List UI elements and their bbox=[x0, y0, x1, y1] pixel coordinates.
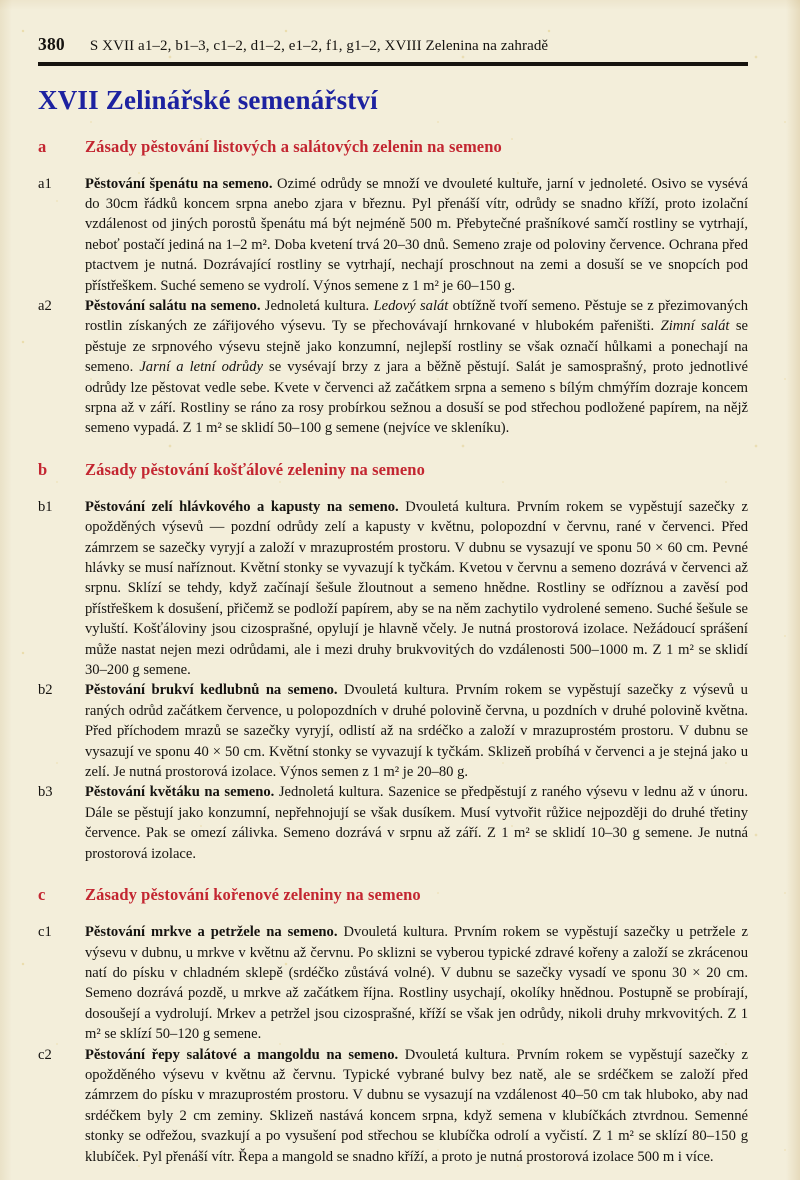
section-c bbox=[38, 885, 748, 1167]
paragraph-segment: Jarní a letní odrůdy bbox=[139, 359, 263, 376]
paragraph-segment: Pěstování špenátu na semeno. bbox=[85, 175, 278, 192]
paragraph-text bbox=[85, 922, 748, 1044]
paragraph-row-c1 bbox=[38, 922, 748, 1044]
paragraph-segment: Pěstování květáku na semeno. bbox=[85, 784, 279, 801]
section-letter: b bbox=[38, 459, 48, 479]
paragraph-label: a2 bbox=[38, 297, 52, 314]
running-header bbox=[38, 34, 748, 55]
running-header-text: S XVII a1–2, b1–3, c1–2, d1–2, e1–2, f1, g1–2, XVIII Zelenina na zahradě bbox=[89, 38, 549, 54]
paragraph-text bbox=[85, 296, 748, 439]
paragraph-row-c2 bbox=[38, 1045, 748, 1167]
paragraph-segment: Zimní salát bbox=[660, 318, 730, 335]
paragraph-segment: se vysévají brzy z jara a běžně pěstují. Salát je samosprašný, proto jednotlivé odrůdy lze pěstovat vedle sebe. Kvete v červenci až začátkem srpna a semeno s bílým chmýřím dozraje koncem srpna až v září. Rostliny se ráno za rosy probírkou sežnou a dosuší se pod střechou podložené papírem, na nějž semeno vypadá. Z 1 m² se sklidí 50–100 g semene (nejvíce ve skleníku). bbox=[85, 359, 748, 437]
paragraph-text bbox=[85, 174, 748, 296]
paragraph-label: b2 bbox=[38, 682, 53, 699]
paragraph-segment: Dvouletá kultura. Prvním rokem se vypěstují sazečky z opožděných výsevů — pozdní odrůdy zelí a kapusty v květnu, polopozdní v červnu, rané v červenci. Před zámrzem se sazečky vyryjí a založí v mrazuprostém prostoru. V dubnu se vysazují ve sponu 50 × 60 cm. Pevné hlávky se musí naříznout. Květní stonky se vyvazují k tyčkám. Kvetou v červnu a semeno dozrává v červenci až srpnu. Sklízí se tehdy, když začínají šešule žloutnout a semeno hnědne. Rostliny se odříznou a zavěsí pod přístřeškem k dosušení, přičemž se podloží papírem, aby se na něm zachytilo vydrolené semeno. Suché šešule se vyluští. Košťáloviny jsou cizosprašné, opylují je hlavně včely. Je nutná prostorová izolace. Nežádoucí sprášení může nastat nejen mezi odrůdami, ale i mezi druhy brukvovitých do vzdálenosti 500–1000 m. Z 1 m² se sklidí 30–200 g semene. bbox=[85, 498, 748, 679]
page-number: 380 bbox=[38, 34, 65, 54]
section-heading: Zásady pěstování košťálové zeleniny na semeno bbox=[85, 459, 425, 479]
paragraph-text bbox=[85, 497, 748, 681]
paragraph-segment: Ozimé odrůdy se množí ve dvouleté kultuře, jarní v jednoleté. Osivo se vysévá do 30cm řádků koncem srpna anebo zjara v březnu. Pyl přenáší vítr, odrůdy se snadno kříží, proto izolační vzdálenost od jiných porostů špenátu má být nejméně 500 m. Přebytečné prašníkové samčí rostliny se vytrhají, neboť postačí jediná na 1–2 m². Doba kvetení trvá 20–30 dnů. Semeno zraje od poloviny července. Ochrana před ptactvem je nutná. Dozrávající rostliny se vytrhají, nechají proschnout na zemi a dosuší se ve snopcích pod přístřeškem. Suché semeno se vydrolí. Výnos semene z 1 m² je 60–150 g. bbox=[85, 175, 748, 294]
paragraph-segment: Pěstování mrkve a petržele na semeno. bbox=[85, 924, 344, 941]
paragraph-segment: Pěstování zelí hlávkového a kapusty na semeno. bbox=[85, 498, 406, 515]
paragraph-segment: Jednoletá kultura. Sazenice se předpěstují z raného výsevu v lednu až v únoru. Dále se pěstují jako konzumní, nepřehnojují se však dusíkem. Musí vytvořit růžice nejpozději do druhé třetiny července. Pak se omezí zálivka. Semeno dozrává v srpnu až září. Z 1 m² se sklidí 10–30 g semene. Je nutná prostorová izolace. bbox=[85, 784, 748, 862]
paragraph-text bbox=[85, 680, 748, 782]
section-heading-row bbox=[38, 885, 748, 905]
paragraph-label: c1 bbox=[38, 924, 52, 941]
header-rule bbox=[38, 62, 748, 66]
paragraph-row-b2 bbox=[38, 680, 748, 782]
paragraph-label: b1 bbox=[38, 498, 53, 515]
section-heading: Zásady pěstování listových a salátových zelenin na semeno bbox=[85, 136, 502, 156]
paragraph-label: a1 bbox=[38, 175, 52, 192]
section-heading-row bbox=[38, 137, 748, 157]
paragraph-row-b3 bbox=[38, 782, 748, 864]
section-letter: c bbox=[38, 885, 46, 905]
paragraph-segment: obtížně tvoří semeno. Pěstuje se z přezimovaných rostlin získaných ze zářijového výsevu. Ty se přechovávají hrnkované v hlubokém pařeništi. bbox=[85, 297, 748, 335]
paragraph-segment: Dvouletá kultura. Prvním rokem se vypěstují sazečky z opožděného výsevu v květnu až červnu. Typické vybrané bulvy bez natě, ale se srdéčkem se založí před zámrzem do písku v mrazuprostém prostoru. V dubnu se vysazují na vzdálenost 40–50 cm tak hluboko, aby nad srdéčkem byly 2 cm zeminy. Sklizeň nastává koncem srpna, když semena v klubíčkách ztvrdnou. Semenné stonky se odřežou, svazkují a po vysušení pod střechou se klubíčka odrolí a vyčistí. Z 1 m² se sklízí 80–150 g klubíček. Pyl přenáší vítr. Řepa a mangold se snadno kříží, a proto je nutná prostorová izolace 500 m i více. bbox=[85, 1046, 748, 1165]
paragraph-segment: Pěstování salátu na semeno. bbox=[85, 297, 265, 314]
section-heading: Zásady pěstování kořenové zeleniny na semeno bbox=[85, 885, 421, 905]
paragraph-segment: se pěstuje ze srpnového výsevu stejně jako konzumní, nejlepší rostliny se však označí hůlkami a ponechají na semeno. bbox=[85, 318, 748, 376]
paragraph-segment: Pěstování řepy salátové a mangoldu na semeno. bbox=[85, 1046, 405, 1063]
paragraph-label: c2 bbox=[38, 1046, 52, 1063]
paragraph-text bbox=[85, 782, 748, 864]
section-a bbox=[38, 137, 748, 439]
paragraph-segment: Dvouletá kultura. Prvním rokem se vypěstují sazečky z výsevů u raných odrůd začátkem července, u polopozdních v druhé polovině června, u pozdních v druhé polovině května. Před příchodem mrazů se sazečky vyryjí, odlistí až na srdéčko a založí v mrazuprostém prostoru. V dubnu se vysazují ve sponu 40 × 50 cm. Květní stonky se vyvazují k tyčkám. Sklizeň probíhá v červenci a je stejná jako u zelí. Je nutná prostorová izolace. Výnos semen z 1 m² je 20–80 g. bbox=[85, 682, 748, 781]
paragraph-segment: Jednoletá kultura. bbox=[264, 297, 374, 314]
section-heading-row bbox=[38, 460, 748, 480]
section-letter: a bbox=[38, 136, 47, 156]
paragraph-segment: Dvouletá kultura. Prvním rokem se vypěstují sazečky u petržele z výsevu v dubnu, u mrkve v květnu až červnu. Po sklizni se vyberou typické zdravé kořeny a založí se zkrácenou natí do písku v chladném sklepě (srdéčko zůstává volné). V dubnu se sazečky vysadí ve sponu 30 × 20 cm. Semeno dozrává pozdě, u mrkve až začátkem října. Rostliny usychají, okolíky hnědnou. Postupně se probírají, dosoušejí a vydrolují. Mrkev a petržel jsou cizosprašné, kříží se však jen odrůdy, nikoli druhy mrkvovitých. Z 1 m² se sklízí 50–120 g semene. bbox=[85, 924, 748, 1043]
paragraph-segment: Pěstování brukví kedlubnů na semeno. bbox=[85, 682, 345, 699]
paragraph-row-b1 bbox=[38, 497, 748, 681]
paragraph-row-a1 bbox=[38, 174, 748, 296]
paragraph-text bbox=[85, 1045, 748, 1167]
paragraph-label: b3 bbox=[38, 784, 53, 801]
chapter-title: XVII Zelinářské semenářství bbox=[38, 84, 378, 115]
section-b bbox=[38, 460, 748, 864]
paragraph-row-a2 bbox=[38, 296, 748, 439]
paragraph-segment: Ledový salát bbox=[373, 297, 449, 314]
